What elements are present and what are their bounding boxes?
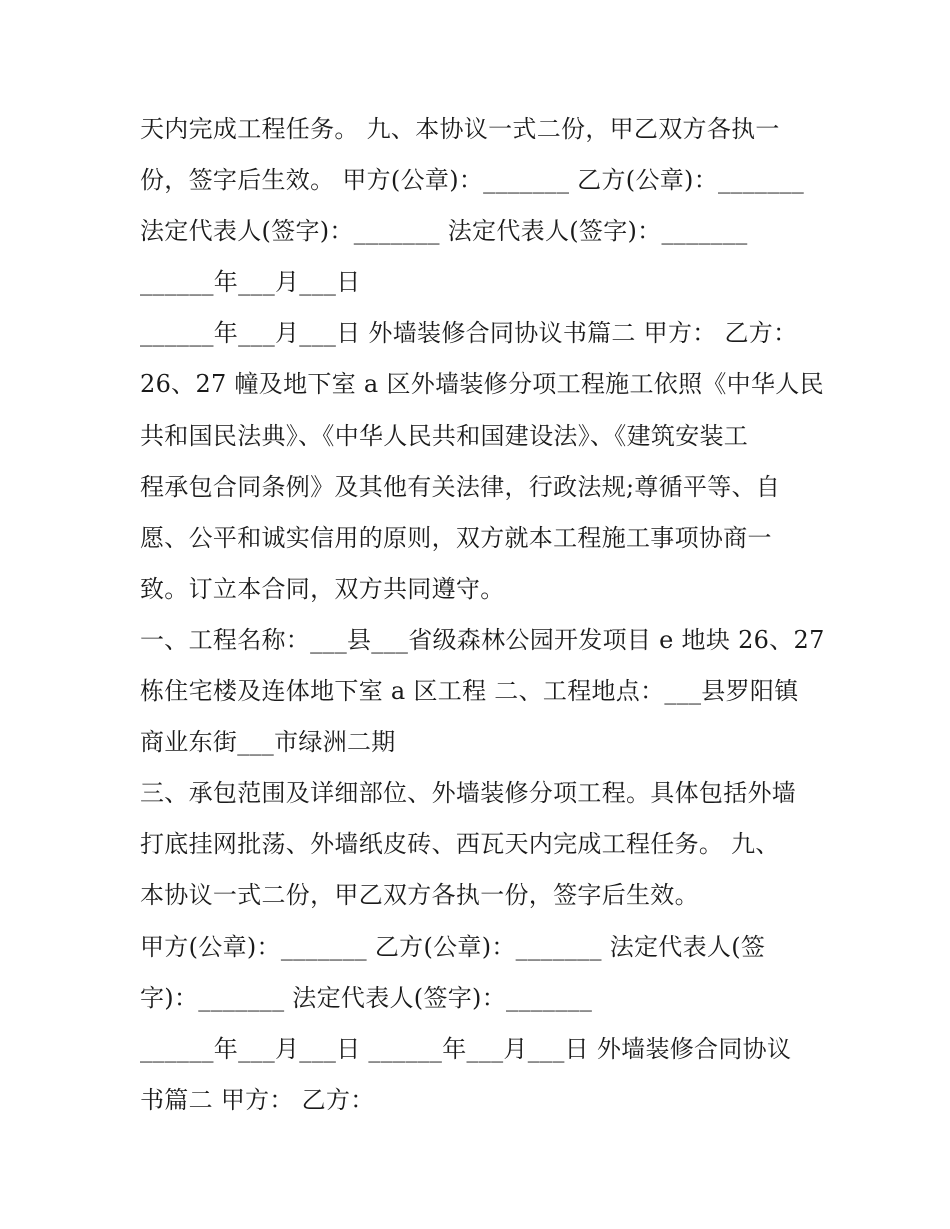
text-line: 本协议一式二份，甲乙双方各执一份，签字后生效。	[140, 881, 699, 910]
text-line: 栋住宅楼及连体地下室 a 区工程 二、工程地点：___县罗阳镇	[140, 677, 799, 706]
text-line: 法定代表人(签字)：_______ 法定代表人(签字)：_______	[140, 217, 748, 246]
text-line: 甲方(公章)：_______ 乙方(公章)：_______ 法定代表人(签	[140, 932, 766, 961]
text-line: 字)：_______ 法定代表人(签字)：_______	[140, 983, 593, 1012]
text-line: 份，签字后生效。 甲方(公章)：_______ 乙方(公章)：_______	[140, 166, 805, 195]
text-line: 愿、公平和诚实信用的原则，双方就本工程施工事项协商一	[140, 523, 772, 552]
text-line: ______年___月___日 ______年___月___日 外墙装修合同协议	[140, 1034, 792, 1063]
text-line: 天内完成工程任务。 九、本协议一式二份，甲乙双方各执一	[140, 115, 780, 143]
document-body	[140, 104, 830, 1126]
text-line: ______年___月___日	[140, 268, 361, 297]
text-line: 共和国民法典》、《中华人民共和国建设法》、《建筑安装工	[140, 421, 749, 450]
text-line: ______年___月___日 外墙装修合同协议书篇二 甲方： 乙方：	[140, 319, 798, 348]
text-line: 打底挂网批荡、外墙纸皮砖、西瓦天内完成工程任务。 九、	[140, 830, 780, 859]
text-line: 程承包合同条例》及其他有关法律，行政法规;尊循平等、自	[140, 472, 781, 501]
text-line: 致。订立本合同，双方共同遵守。	[140, 574, 505, 603]
text-line: 26、27 幢及地下室 a 区外墙装修分项工程施工依照《中华人民	[140, 370, 824, 399]
text-line: 商业东街___市绿洲二期	[140, 728, 396, 757]
text-line: 书篇二 甲方： 乙方：	[140, 1085, 375, 1114]
text-line: 三、承包范围及详细部位、外墙装修分项工程。具体包括外墙	[140, 779, 797, 808]
text-line: 一、工程名称：___县___省级森林公园开发项目 e 地块 26、27	[140, 625, 825, 654]
